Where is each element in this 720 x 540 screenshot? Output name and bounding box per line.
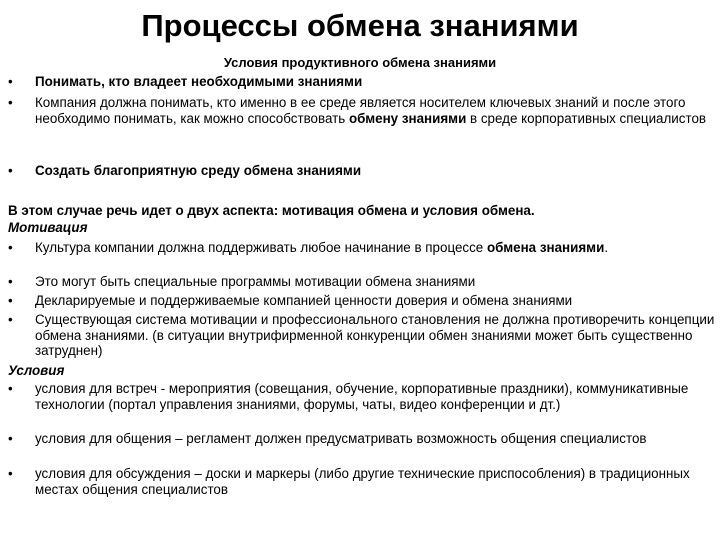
bullet-icon: • [8,95,13,110]
item-text: Это могут быть специальные программы мотивации обмена знаниями [35,274,476,289]
item-text [35,240,716,256]
item-text: условия для обсуждения – доски и маркеры (либо другие технические приспособления) в традиционных местах общения специалистов [35,466,690,497]
list-item [8,381,716,412]
bullet-icon: • [8,431,13,446]
intro-text: В этом случае речь идет о двух аспекта: мотивация обмена и условия обмена. [8,203,535,218]
item-text: Понимать, кто владеет необходимыми знаниями [35,74,363,89]
list-item [8,163,716,179]
item-text: Декларируемые и поддерживаемые компанией ценности доверия и обмена знаниями [35,293,573,308]
bullet-icon: • [8,312,13,327]
list-item [8,240,716,256]
item-text-bold: обмену знаниями [348,110,467,126]
item-text [35,95,716,126]
motivation-heading: Мотивация [8,220,88,235]
list-item [8,431,716,447]
bullet-icon: • [8,274,13,289]
item-text: Существующая система мотивации и профессионального становления не должна противоречить концепции обмена знаниями. (в ситуации внутрифирменной конкуренции обмен знаниями может быть существенно затруднен) [35,312,715,358]
list-item [8,312,716,359]
item-text-part: Компания должна понимать, кто именно в ее среде является носителем ключевых знаний и после этого необходимо понимать, как можно способствовать [35,95,686,126]
conditions-heading: Условия [8,363,65,378]
bullet-icon: • [8,381,13,396]
bullet-icon: • [8,240,13,255]
bullet-icon: • [8,74,13,89]
item-text: Создать благоприятную среду обмена знаниями [35,163,362,178]
subtitle: Условия продуктивного обмена знаниями [223,55,497,70]
item-text-part: . [604,240,609,255]
list-item [8,274,716,290]
item-text-part: Культура компании должна поддерживать любое начинание в процессе [35,240,487,255]
page-title: Процессы обмена знаниями [141,8,579,43]
bullet-icon: • [8,293,13,308]
list-item [8,466,716,497]
item-text-bold: обмена знаниями [486,240,605,255]
item-text: условия для встреч - мероприятия (совещания, обучение, корпоративные праздники), коммуникативные технологии (портал управления знаниями, форумы, чаты, видео конференции и дт.) [35,381,689,412]
bullet-icon: • [8,466,13,481]
bullet-icon: • [8,163,13,178]
item-text: условия для общения – регламент должен предусматривать возможность общения специалистов [35,431,647,446]
item-text-part: в среде корпоративных специалистов [466,110,707,126]
list-item [8,74,716,90]
list-item [8,293,716,309]
list-item [8,95,716,126]
